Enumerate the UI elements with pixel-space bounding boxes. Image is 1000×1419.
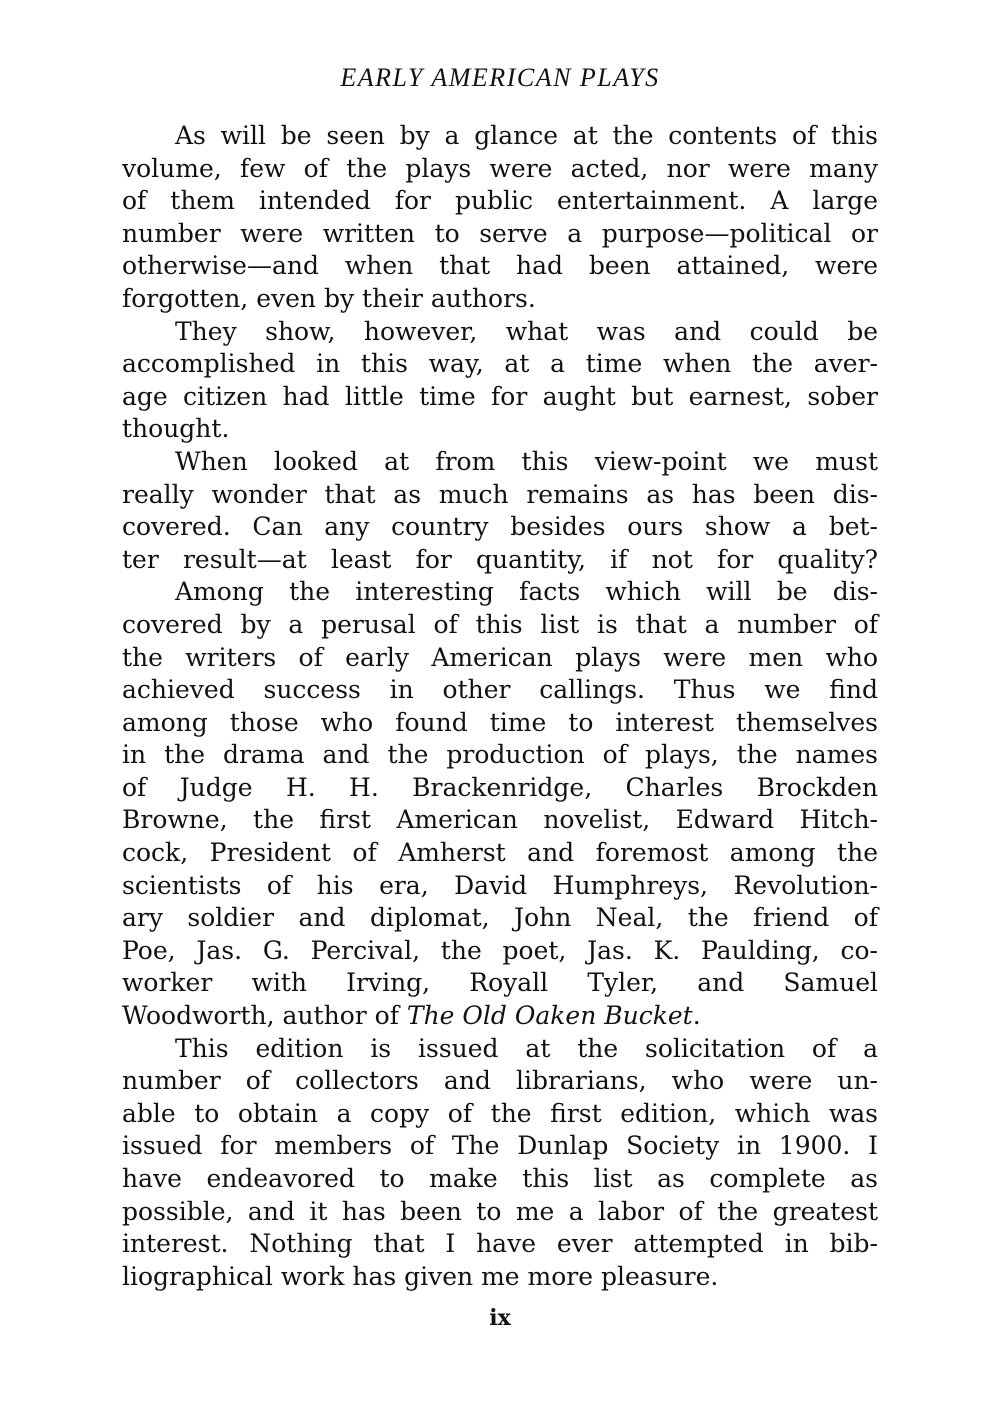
text-line: Among the interesting facts which will be dis-: [175, 577, 878, 607]
text-line: possible, and it has been to me a labor of the greatest: [122, 1196, 878, 1226]
text-line: Poe, Jas. G. Percival, the poet, Jas. K. Paulding, co-: [122, 935, 878, 965]
page-number: ix: [489, 1305, 511, 1331]
text-line: liographical work has given me more pleasure.: [122, 1261, 719, 1291]
text-line: They show, however, what was and could be: [175, 316, 878, 346]
text-line-prefix: Woodworth, author of: [122, 1001, 407, 1031]
text-line: of Judge H. H. Brackenridge, Charles Brockden: [122, 772, 878, 802]
text-line: covered. Can any country besides ours show a bet-: [122, 512, 878, 542]
text-line: age citizen had little time for aught but earnest, sober: [122, 381, 878, 411]
running-title: EARLY AMERICAN PLAYS: [340, 63, 660, 92]
text-line: in the drama and the production of plays, the names: [122, 740, 878, 770]
text-line: scientists of his era, David Humphreys, Revolution-: [122, 870, 878, 900]
body-text: [122, 120, 878, 1293]
text-line: otherwise—and when that had been attained, were: [122, 251, 878, 281]
text-line: have endeavored to make this list as complete as: [122, 1164, 878, 1193]
text-line: As will be seen by a glance at the contents of this: [175, 121, 878, 150]
text-line: accomplished in this way, at a time when the aver-: [122, 349, 878, 379]
text-line: ary soldier and diplomat, John Neal, the friend of: [122, 903, 878, 933]
text-line: of them intended for public entertainment. A large: [122, 186, 878, 216]
text-line: thought.: [122, 414, 230, 444]
text-line: really wonder that as much remains as has been dis-: [122, 479, 878, 509]
text-line: volume, few of the plays were acted, nor were many: [122, 153, 878, 183]
text-line: When looked at from this view-point we must: [175, 446, 878, 476]
text-line: the writers of early American plays were men who: [122, 642, 878, 672]
text-line: Browne, the first American novelist, Edward Hitch-: [122, 805, 878, 835]
book-title: The Old Oaken Bucket: [406, 1001, 693, 1031]
text-line: worker with Irving, Royall Tyler, and Samuel: [122, 968, 878, 998]
text-line: covered by a perusal of this list is that a number of: [122, 609, 878, 639]
text-line: able to obtain a copy of the first edition, which was: [122, 1098, 878, 1128]
text-line: among those who found time to interest themselves: [122, 707, 878, 737]
text-line: ter result—at least for quantity, if not for quality?: [122, 544, 878, 574]
text-line: achieved success in other callings. Thus we find: [122, 675, 878, 705]
text-line: number of collectors and librarians, who were un-: [122, 1066, 878, 1096]
text-line: [122, 1000, 878, 1033]
text-line-suffix: .: [692, 1001, 701, 1031]
text-line: cock, President of Amherst and foremost among the: [122, 838, 878, 868]
text-line: This edition is issued at the solicitation of a: [175, 1033, 878, 1063]
text-line: interest. Nothing that I have ever attempted in bib-: [122, 1229, 878, 1259]
text-line: number were written to serve a purpose—political or: [122, 218, 878, 248]
text-line: issued for members of The Dunlap Society in 1900. I: [122, 1131, 878, 1161]
text-line: forgotten, even by their authors.: [122, 283, 536, 313]
